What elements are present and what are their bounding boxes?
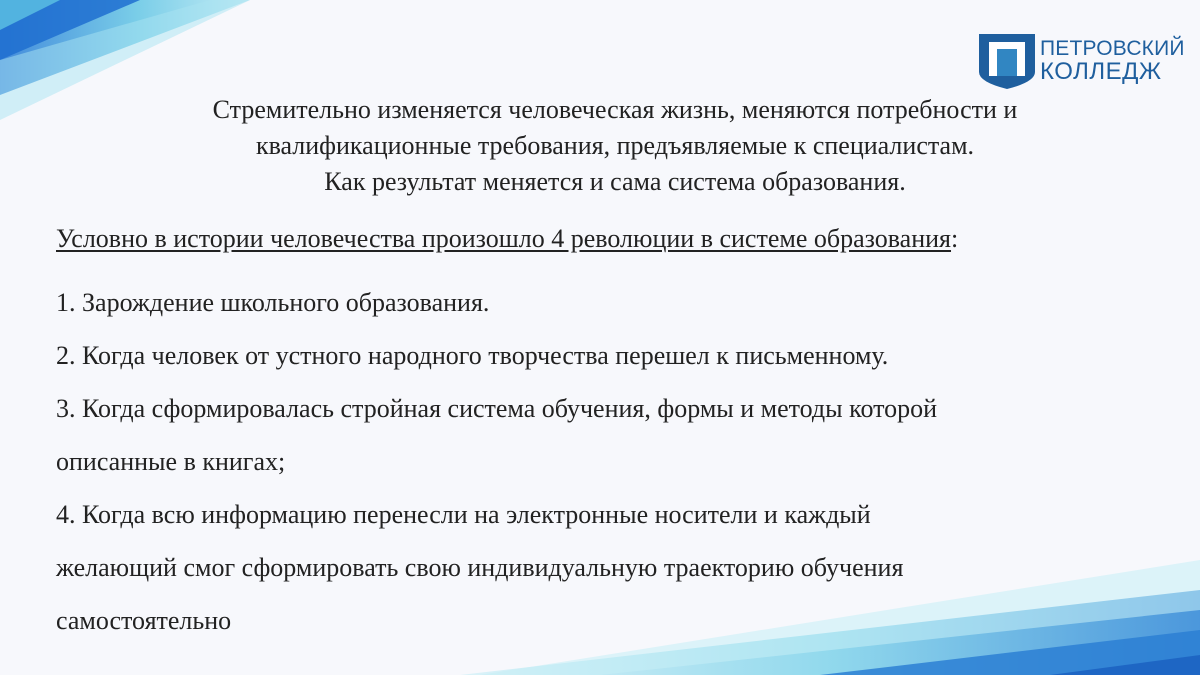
list-item-continuation: самостоятельно	[56, 606, 232, 635]
intro-line: квалификационные требования, предъявляемые к специалистам.	[255, 131, 975, 160]
list-item: 4. Когда всю информацию перенесли на электронные носители и каждый	[56, 500, 871, 529]
list-item: 1. Зарождение школьного образования.	[56, 288, 490, 317]
logo-line1: ПЕТРОВСКИЙ	[1040, 37, 1185, 60]
intro-line: Стремительно изменяется человеческая жизнь, меняются потребности и	[212, 95, 1018, 124]
heading-text: Условно в истории человечества произошло 4 революции в системе образования	[56, 224, 952, 253]
list-item-continuation: описанные в книгах;	[56, 447, 286, 476]
list-item: 3. Когда сформировалась стройная система обучения, формы и методы которой	[56, 394, 938, 423]
logo-line2: КОЛЛЕДЖ	[1040, 58, 1162, 85]
intro-line: Как результат меняется и сама система образования.	[324, 167, 906, 196]
list-item: 2. Когда человек от устного народного творчества перешел к письменному.	[56, 341, 889, 370]
revolutions-heading	[56, 222, 958, 256]
intro-paragraph	[100, 92, 1130, 200]
college-logo-text	[1040, 37, 1185, 84]
heading-colon: :	[951, 224, 959, 253]
list-item-continuation: желающий смог сформировать свою индивидуальную траекторию обучения	[56, 553, 904, 582]
revolutions-list	[56, 276, 1136, 647]
